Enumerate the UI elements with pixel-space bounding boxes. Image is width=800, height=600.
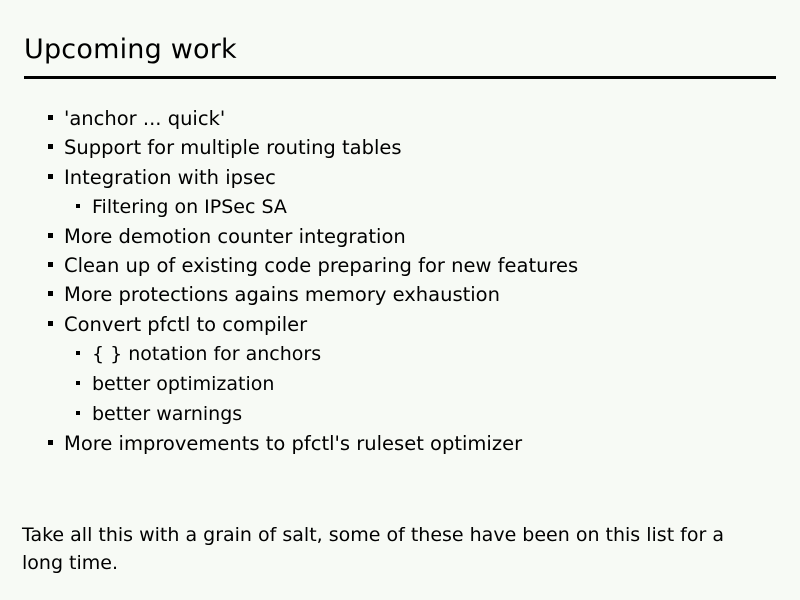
list-item — [44, 104, 770, 133]
bullet-marker-icon — [48, 262, 53, 267]
bullet-marker-icon — [48, 321, 53, 326]
list-item — [44, 133, 770, 162]
bullet-marker-icon — [48, 233, 53, 238]
list-item-label: 'anchor ... quick' — [64, 107, 226, 130]
bullet-marker-icon — [76, 381, 80, 385]
list-item — [44, 222, 770, 251]
list-item — [44, 429, 770, 458]
list-item-label: More improvements to pfctl's ruleset optimizer — [64, 432, 523, 456]
list-item — [44, 310, 770, 339]
list-item — [72, 339, 770, 369]
bullet-list — [40, 104, 770, 458]
slide-footnote: Take all this with a grain of salt, some of these have been on this list for a long time. — [22, 524, 724, 574]
bullet-marker-icon — [48, 144, 53, 149]
slide-content — [40, 104, 770, 458]
list-item-label: Clean up of existing code preparing for new features — [64, 254, 579, 278]
bullet-marker-icon — [76, 351, 80, 355]
list-item — [72, 399, 770, 429]
list-item — [44, 280, 770, 309]
list-item-label: More demotion counter integration — [64, 224, 406, 248]
page-title: Upcoming work — [24, 34, 237, 65]
list-item — [44, 163, 770, 192]
bullet-marker-icon — [48, 115, 53, 120]
bullet-marker-icon — [76, 204, 80, 208]
list-item-label: More protections agains memory exhaustion — [64, 283, 500, 307]
list-item-label: Filtering on IPSec SA — [92, 195, 287, 218]
list-item-label: Integration with ipsec — [64, 165, 276, 189]
list-item-label: better optimization — [92, 373, 275, 396]
list-item — [72, 192, 770, 222]
title-divider — [24, 76, 776, 79]
list-item — [44, 251, 770, 280]
bullet-marker-icon — [76, 411, 80, 415]
list-item-label: Convert pfctl to compiler — [64, 312, 308, 336]
list-item-label: better warnings — [92, 403, 243, 426]
bullet-marker-icon — [48, 291, 53, 296]
list-item — [72, 369, 770, 399]
bullet-marker-icon — [48, 174, 53, 179]
list-item-label: Support for multiple routing tables — [64, 136, 402, 160]
list-item-label: { } notation for anchors — [92, 343, 322, 366]
bullet-marker-icon — [48, 440, 53, 445]
